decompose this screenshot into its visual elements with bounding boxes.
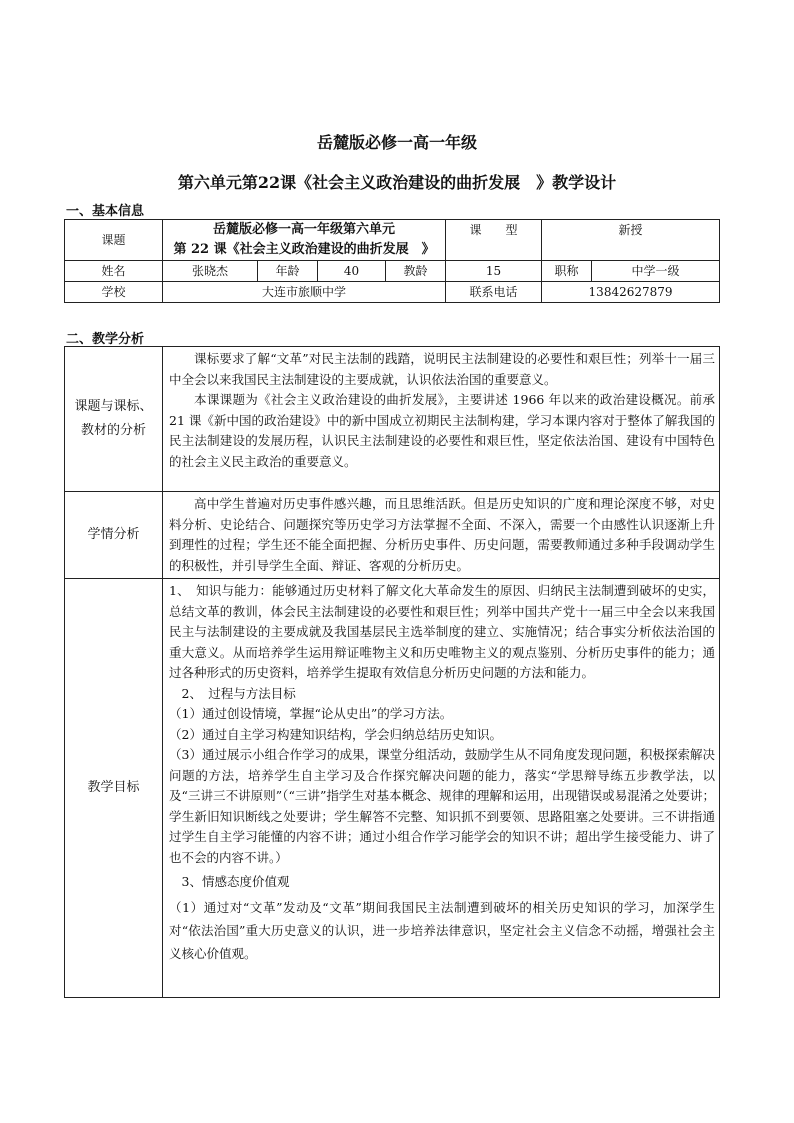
basic-info-table bbox=[64, 219, 720, 303]
student-paragraph-1: 高中学生普遍对历史事件感兴趣，而且思维活跃。但是历史知识的广度和理论深度不够，对史料分析、史论结合、问题探究等历史学习方法掌握不全面、不深入，需要一个由感性认识逐渐上升到理性的过程；学生还不能全面把握、分析历史事件、历史问题，需要教师通过多种手段调动学生的积极性，并引导学生全面、辩证、客观的分析历史。 bbox=[169, 496, 715, 573]
objective-emotion-heading: 3、情感态度价值观 bbox=[181, 874, 290, 889]
school-value: 大连市旅顺中学 bbox=[163, 282, 446, 303]
curriculum-paragraph-1: 课标要求了解“文革”对民主法制的践踏，说明民主法制建设的必要性和艰巨性；列举十一届三中全会以来我国民主法制建设的主要成就，认识依法治国的重要意义。 bbox=[169, 351, 715, 387]
course-title-line1: 岳麓版必修一高一年级第六单元 bbox=[213, 222, 396, 237]
school-label: 学校 bbox=[65, 282, 163, 303]
document-title-line1: 岳麓版必修一高一年级 bbox=[316, 133, 477, 152]
basic-info-row-course bbox=[65, 220, 720, 261]
document-title-line2: 第六单元第22课《社会主义政治建设的曲折发展 》教学设计 bbox=[177, 173, 617, 192]
objective-process-item-1: （1）通过创设情境，掌握“论从史出”的学习方法。 bbox=[169, 706, 453, 721]
curriculum-label-line2: 教材的分析 bbox=[80, 423, 146, 438]
teaching-age-label: 教龄 bbox=[386, 261, 446, 282]
curriculum-analysis-label bbox=[65, 347, 163, 492]
analysis-row-objectives bbox=[65, 579, 720, 998]
section-heading-basic-info: 一、基本信息 bbox=[66, 204, 145, 219]
course-label: 课题 bbox=[65, 220, 163, 261]
objective-process-item-3: （3）通过展示小组合作学习的成果，课堂分组活动，鼓励学生从不同角度发现问题，积极探索解决问题的方法，培养学生自主学习及合作探究解决问题的能力，落实“学思辩导练五步教学法，以及“三讲三不讲原则”（“三讲”指学生对基本概念、规律的理解和运用，出现错误或易混淆之处要讲；学生新旧知识断线之处要讲；学生解答不完整、知识抓不到要领、思路阻塞之处要讲。三不讲指通过学生自主学习能懂的内容不讲；通过小组合作学习能学会的知识不讲；超出学生接受能力、讲了也不会的内容不讲。） bbox=[169, 747, 715, 865]
course-title-cell bbox=[163, 220, 446, 261]
objective-emotion-item-1: （1）通过对“文革”发动及“文革”期间我国民主法制遭到破坏的相关历史知识的学习，加深学生对“依法治国”重大历史意义的认识，进一步培养法律意识，坚定社会主义信念不动摇，增强社会主义核心价值观。 bbox=[169, 899, 715, 961]
phone-value: 13842627879 bbox=[542, 282, 720, 303]
basic-info-row-school bbox=[65, 282, 720, 303]
lesson-type-value: 新授 bbox=[542, 220, 720, 261]
phone-label: 联系电话 bbox=[446, 282, 542, 303]
section-heading-analysis: 二、教学分析 bbox=[66, 332, 145, 347]
name-value: 张晓杰 bbox=[163, 261, 258, 282]
lesson-type-label: 课 型 bbox=[446, 220, 542, 261]
basic-info-row-teacher bbox=[65, 261, 720, 282]
student-analysis-label: 学情分析 bbox=[65, 492, 163, 579]
analysis-row-curriculum bbox=[65, 347, 720, 492]
student-analysis-content bbox=[163, 492, 720, 579]
curriculum-analysis-content bbox=[163, 347, 720, 492]
age-value: 40 bbox=[318, 261, 386, 282]
curriculum-paragraph-2: 本课课题为《社会主义政治建设的曲折发展》，主要讲述 1966 年以来的政治建设概况。前承 21 课《新中国的政治建设》中的新中国成立初期民主法制构建，学习本课内容对于整体了解我国的民主法制建设的发展历程，认识民主法制建设的必要性和艰巨性，坚定依法治国、建设有中国特色的社会主义民主政治的重要意义。 bbox=[169, 392, 715, 469]
professional-title-value: 中学一级 bbox=[592, 261, 720, 282]
analysis-row-students bbox=[65, 492, 720, 579]
teaching-objectives-label: 教学目标 bbox=[65, 579, 163, 998]
curriculum-label-line1: 课题与课标、 bbox=[74, 399, 153, 414]
teaching-analysis-table bbox=[64, 346, 720, 998]
age-label: 年龄 bbox=[258, 261, 318, 282]
name-label: 姓名 bbox=[65, 261, 163, 282]
objective-process-method-heading: 2、 过程与方法目标 bbox=[181, 685, 296, 701]
professional-title-label: 职称 bbox=[542, 261, 592, 282]
objective-knowledge-ability: 1、 知识与能力：能够通过历史材料了解文化大革命发生的原因、归纳民主法制遭到破坏的史实，总结文革的教训，体会民主法制建设的必要性和艰巨性；列举中国共产党十一届三中全会以来我国民主与法制建设的主要成就及我国基层民主选举制度的建立、实施情况；结合事实分析依法治国的重大意义。从而培养学生运用辩证唯物主义和历史唯物主义的观点鉴别、分析历史事件的能力；通过各种形式的历史资料，培养学生提取有效信息分析历史问题的方法和能力。 bbox=[169, 583, 715, 680]
teaching-objectives-content bbox=[163, 579, 720, 998]
course-title-line2: 第 22 课《社会主义政治建设的曲折发展 》 bbox=[173, 242, 435, 257]
teaching-age-value: 15 bbox=[446, 261, 542, 282]
objective-process-item-2: （2）通过自主学习构建知识结构，学会归纳总结历史知识。 bbox=[169, 726, 502, 742]
